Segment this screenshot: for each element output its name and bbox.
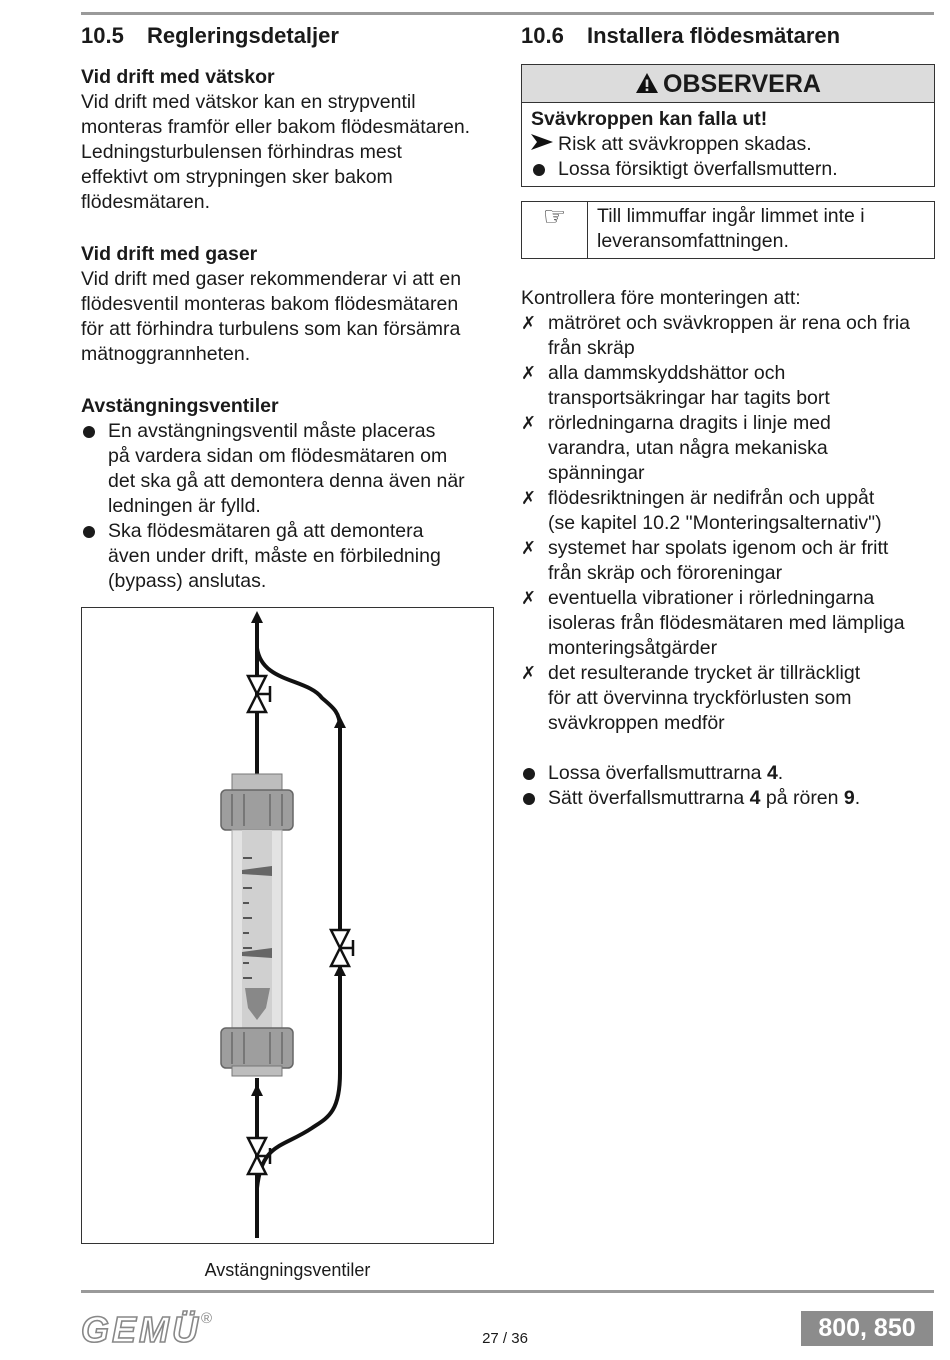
checklist-item: ✗ systemet har spolats igenom och är fritt från skräp och föroreningar <box>521 537 889 584</box>
warning-label: OBSERVERA <box>663 70 821 98</box>
bypass-arrow-icon <box>334 716 346 728</box>
gases-heading: Vid drift med gaser <box>81 243 258 265</box>
section-title: Regleringsdetaljer <box>147 23 339 48</box>
left-column <box>81 22 501 594</box>
cross-mark-icon: ✗ <box>521 313 537 333</box>
valves-bullet-1: En avstängningsventil måste placeras på vardera sidan om flödesmätaren om det ska gå att demontera denna även när ledningen är fylld. <box>81 419 501 519</box>
figure-caption: Avstängningsventiler <box>204 1260 371 1280</box>
footer-rule <box>81 1290 934 1293</box>
flowmeter-icon <box>221 774 293 1076</box>
flow-arrow-top-icon <box>251 611 263 623</box>
flow-arrow-bottom-icon <box>251 1084 263 1096</box>
arrow-head-icon <box>531 133 553 158</box>
valves-bullet-2: Ska flödesmätaren gå att demontera även under drift, måste en förbiledning (bypass) anslutas. <box>81 519 501 594</box>
checklist-item: ✗ alla dammskyddshättor och transportsäkringar har tagits bort <box>521 362 830 409</box>
gemu-logo <box>81 1310 212 1350</box>
note-text: Till limmuffar ingår limmet inte i leveransomfattningen. <box>597 205 865 252</box>
section-number: 10.6 <box>521 23 564 48</box>
note-box <box>521 201 935 259</box>
cross-mark-icon: ✗ <box>521 538 537 558</box>
bypass-valve-icon <box>331 930 353 966</box>
shutoff-valve-top-icon <box>248 676 270 712</box>
flow-diagram <box>82 608 492 1242</box>
page-number: 27 / 36 <box>482 1330 528 1347</box>
section-title: Installera flödesmätaren <box>587 23 841 48</box>
top-rule <box>81 12 934 15</box>
checklist-item: ✗ det resulterande trycket är tillräckligt för att övervinna tryckförlusten som svävkroppen medför <box>521 662 861 734</box>
checklist-intro: Kontrollera före monteringen att: <box>521 287 801 309</box>
section-number: 10.5 <box>81 23 124 48</box>
checklist-item: ✗ mätröret och svävkroppen är rena och fria från skräp <box>521 312 911 359</box>
gases-paragraph: Vid drift med gaser rekommenderar vi att en flödesventil monteras bakom flödesmätaren för att förhindra turbulens som kan försämra mätnoggrannheten. <box>81 268 462 365</box>
cross-mark-icon: ✗ <box>521 363 537 383</box>
checklist-item: ✗ flödesriktningen är nedifrån och uppåt (se kapitel 10.2 "Monteringsalternativ") <box>521 487 882 534</box>
cross-mark-icon: ✗ <box>521 413 537 433</box>
warning-header <box>522 65 934 103</box>
checklist-item: ✗ eventuella vibrationer i rörledningarna isoleras från flödesmätaren med lämpliga monteringsåtgärder <box>521 587 905 659</box>
step-loosen-nuts: Lossa överfallsmuttrarna 4. <box>521 761 935 786</box>
model-badge: 800, 850 <box>801 1311 933 1346</box>
cross-mark-icon: ✗ <box>521 588 537 608</box>
warning-risk: Risk att svävkroppen skadas. <box>531 132 925 157</box>
step-fit-nuts: Sätt överfallsmuttrarna 4 på rören 9. <box>521 786 935 811</box>
warning-title: Svävkroppen kan falla ut! <box>531 108 768 130</box>
section-heading-10-5 <box>81 22 501 50</box>
warning-triangle-icon <box>635 72 659 94</box>
liquids-heading: Vid drift med vätskor <box>81 66 275 88</box>
pointing-hand-icon: ☞ <box>522 202 588 258</box>
valves-heading: Avstängningsventiler <box>81 395 279 417</box>
logo-wordmark: GEMÜ <box>81 1309 201 1350</box>
warning-box <box>521 64 935 187</box>
section-heading-10-6 <box>521 22 935 50</box>
cross-mark-icon: ✗ <box>521 488 537 508</box>
right-column <box>521 22 935 811</box>
cross-mark-icon: ✗ <box>521 663 537 683</box>
shutoff-valve-bottom-icon <box>248 1138 270 1174</box>
liquids-paragraph: Vid drift med vätskor kan en strypventil monteras framför eller bakom flödesmätaren. Ledningsturbulensen förhindras mest effektivt om strypningen sker bakom flödesmätaren. <box>81 91 471 213</box>
shutoff-valves-figure <box>81 607 494 1244</box>
checklist-item: ✗ rörledningarna dragits i linje med varandra, utan några mekaniska spänningar <box>521 412 831 484</box>
warning-action: Lossa försiktigt överfallsmuttern. <box>531 157 925 182</box>
registered-mark: ® <box>201 1310 213 1327</box>
